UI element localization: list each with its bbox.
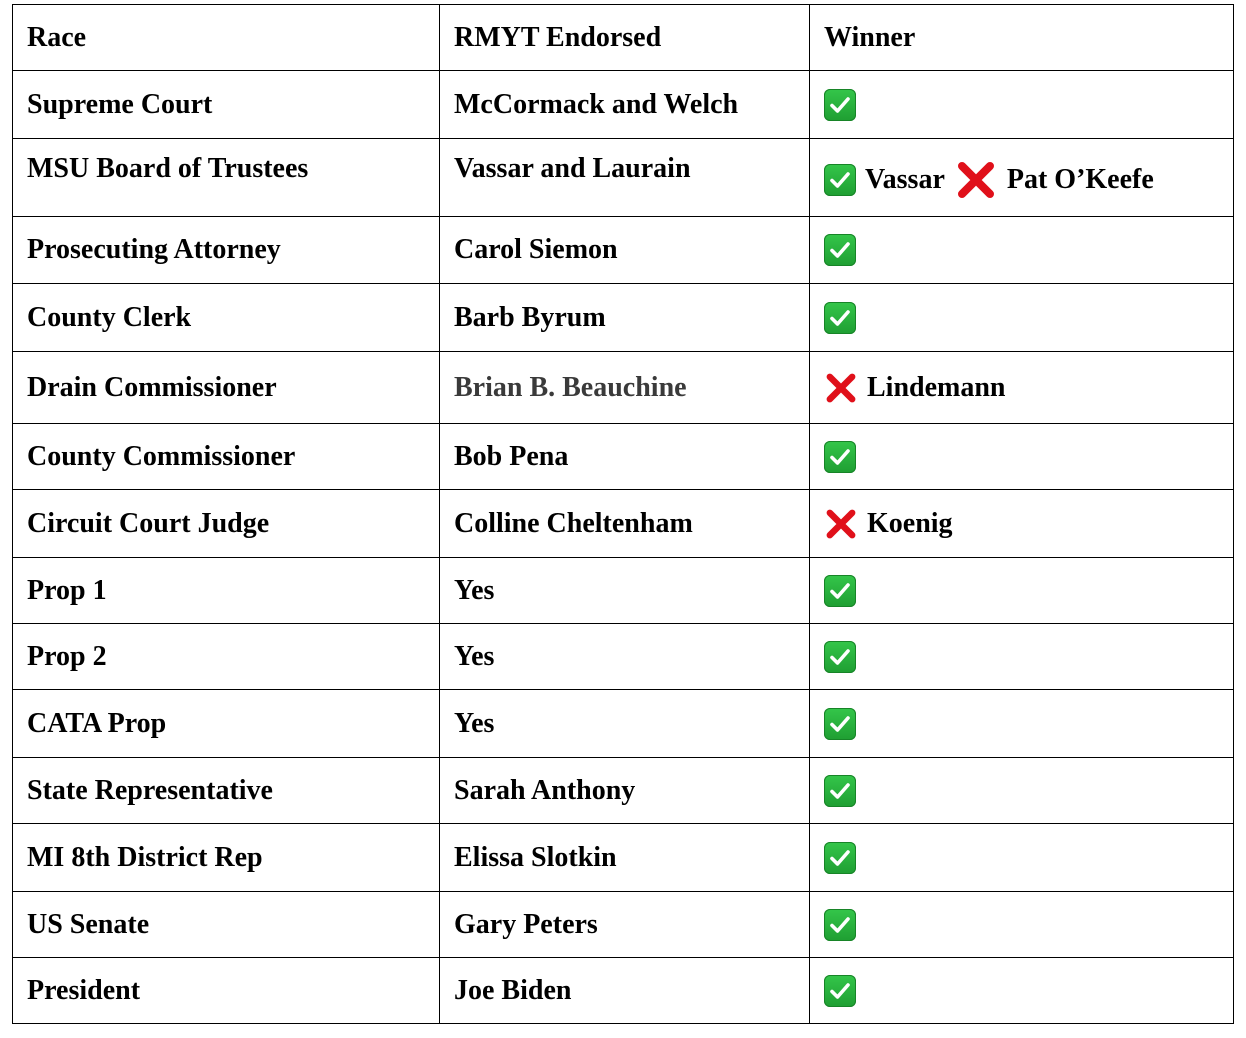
race-cell: State Representative (13, 758, 440, 824)
winner-cell (810, 352, 1234, 424)
endorsed-cell: McCormack and Welch (440, 71, 810, 139)
table-row (13, 424, 1234, 490)
table-row (13, 352, 1234, 424)
race-cell: Supreme Court (13, 71, 440, 139)
winner-cell (810, 139, 1234, 217)
table-row (13, 824, 1234, 892)
endorsed-cell: Elissa Slotkin (440, 824, 810, 892)
race-cell: MSU Board of Trustees (13, 139, 440, 217)
winner-cell (810, 690, 1234, 758)
race-cell: Circuit Court Judge (13, 490, 440, 558)
winner-cell (810, 624, 1234, 690)
check-icon (824, 708, 856, 740)
table-row (13, 558, 1234, 624)
table-row (13, 490, 1234, 558)
endorsed-cell: Sarah Anthony (440, 758, 810, 824)
winner-cell (810, 71, 1234, 139)
endorsed-cell: Barb Byrum (440, 284, 810, 352)
table-row (13, 624, 1234, 690)
election-results-table (12, 4, 1234, 1024)
race-cell: Prop 1 (13, 558, 440, 624)
check-icon (824, 909, 856, 941)
check-icon (824, 575, 856, 607)
table-row (13, 758, 1234, 824)
winner-name: Koenig (867, 507, 953, 539)
header-row (13, 5, 1234, 71)
header-winner: Winner (810, 5, 1234, 71)
check-icon (824, 302, 856, 334)
endorsed-cell: Carol Siemon (440, 217, 810, 284)
endorsed-cell: Yes (440, 624, 810, 690)
winner-cell (810, 284, 1234, 352)
endorsed-cell: Vassar and Laurain (440, 139, 810, 217)
endorsed-cell: Joe Biden (440, 958, 810, 1024)
loser-name: Pat O’Keefe (1006, 163, 1154, 195)
table-row (13, 71, 1234, 139)
race-cell: MI 8th District Rep (13, 824, 440, 892)
race-cell: Drain Commissioner (13, 352, 440, 424)
check-icon (824, 641, 856, 673)
table-row (13, 690, 1234, 758)
winner-cell (810, 217, 1234, 284)
endorsed-cell: Bob Pena (440, 424, 810, 490)
check-icon (824, 89, 856, 121)
winner-cell (810, 490, 1234, 558)
winner-cell (810, 958, 1234, 1024)
race-cell: County Commissioner (13, 424, 440, 490)
header-endorsed: RMYT Endorsed (440, 5, 810, 71)
race-cell: Prop 2 (13, 624, 440, 690)
table-row (13, 139, 1234, 217)
winner-cell (810, 892, 1234, 958)
check-icon (824, 164, 856, 196)
winner-cell (810, 824, 1234, 892)
check-icon (824, 234, 856, 266)
check-icon (824, 775, 856, 807)
race-cell: President (13, 958, 440, 1024)
header-race: Race (13, 5, 440, 71)
endorsed-cell: Colline Cheltenham (440, 490, 810, 558)
endorsed-cell: Gary Peters (440, 892, 810, 958)
table-row (13, 958, 1234, 1024)
winner-name: Lindemann (867, 371, 1006, 403)
winner-name: Vassar (865, 163, 945, 195)
race-cell: County Clerk (13, 284, 440, 352)
check-icon (824, 842, 856, 874)
check-icon (824, 975, 856, 1007)
endorsed-cell: Yes (440, 558, 810, 624)
endorsed-cell: Yes (440, 690, 810, 758)
cross-icon (954, 158, 998, 202)
cross-icon (824, 371, 858, 405)
race-cell: Prosecuting Attorney (13, 217, 440, 284)
table-row (13, 217, 1234, 284)
winner-cell (810, 758, 1234, 824)
race-cell: CATA Prop (13, 690, 440, 758)
winner-cell (810, 558, 1234, 624)
table-row (13, 892, 1234, 958)
table-row (13, 284, 1234, 352)
winner-cell (810, 424, 1234, 490)
race-cell: US Senate (13, 892, 440, 958)
check-icon (824, 441, 856, 473)
cross-icon (824, 507, 858, 541)
endorsed-cell: Brian B. Beauchine (440, 352, 810, 424)
